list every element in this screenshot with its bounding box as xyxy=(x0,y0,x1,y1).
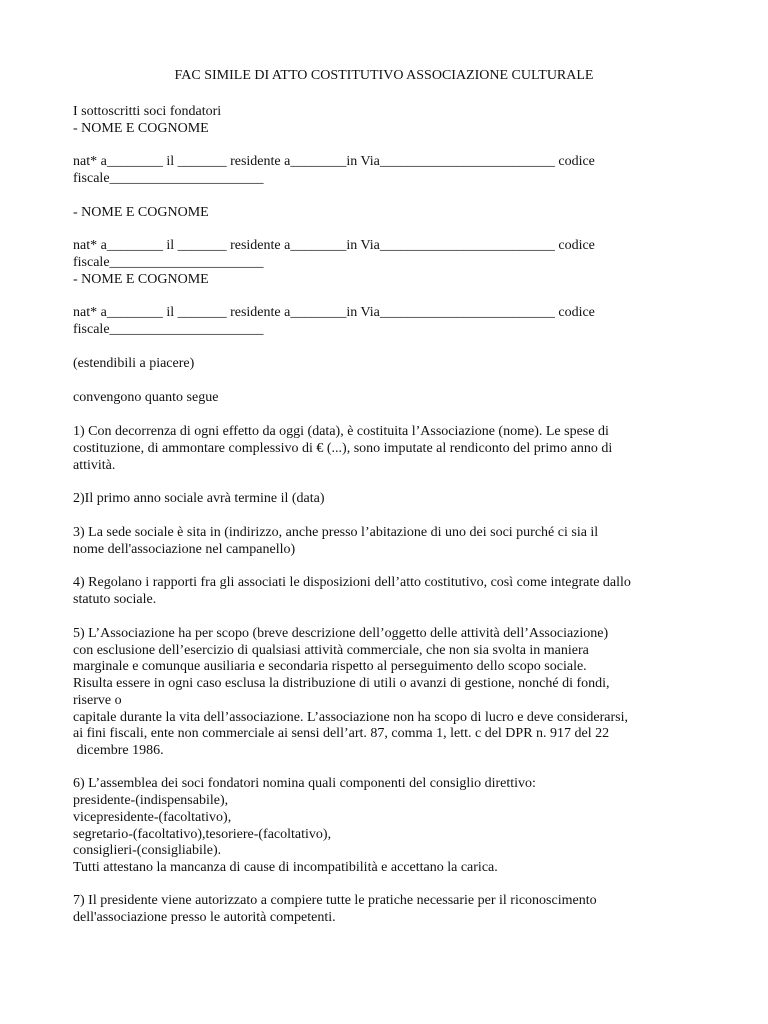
founder-3-line1: nat* a________ il _______ residente a________in Via_________________________ codice xyxy=(73,305,595,320)
article-7-line: 7) Il presidente viene autorizzato a compiere tutte le pratiche necessarie per il riconoscimento xyxy=(73,893,597,908)
founder-2-name: - NOME E COGNOME xyxy=(73,205,209,220)
article-4-line: statuto sociale. xyxy=(73,592,157,607)
agree-line: convengono quanto segue xyxy=(73,390,219,405)
article-5-line: Risulta essere in ogni caso esclusa la distribuzione di utili o avanzi di gestione, nonché di fondi, xyxy=(73,676,610,691)
document-title: FAC SIMILE DI ATTO COSTITUTIVO ASSOCIAZIONE CULTURALE xyxy=(174,68,594,83)
article-6-line: 6) L’assemblea dei soci fondatori nomina quali componenti del consiglio direttivo: xyxy=(73,776,536,791)
article-5-line: marginale e comunque ausiliaria e secondaria rispetto al perseguimento dello scopo sociale. xyxy=(73,659,587,674)
founder-1-line2: fiscale______________________ xyxy=(73,171,264,186)
founder-2-line1: nat* a________ il _______ residente a________in Via_________________________ codice xyxy=(73,238,595,253)
article-5-line: dicembre 1986. xyxy=(73,743,164,758)
founder-3-line2: fiscale______________________ xyxy=(73,322,264,337)
article-5-line: 5) L’Associazione ha per scopo (breve descrizione dell’oggetto delle attività dell’Associazione) xyxy=(73,626,609,641)
article-3-line: nome dell'associazione nel campanello) xyxy=(73,542,296,557)
article-1-line: costituzione, di ammontare complessivo di € (...), sono imputate al rendiconto del primo anno di xyxy=(73,441,613,456)
founder-2-line2: fiscale______________________ xyxy=(73,255,264,270)
founder-3-name: - NOME E COGNOME xyxy=(73,272,209,287)
article-2-line: 2)Il primo anno sociale avrà termine il (data) xyxy=(73,491,325,506)
article-5-line: ai fini fiscali, ente non commerciale ai sensi dell’art. 87, comma 1, lett. c del DPR n. 917 del 22 xyxy=(73,726,610,741)
article-3-line: 3) La sede sociale è sita in (indirizzo, anche presso l’abitazione di uno dei soci purché ci sia il xyxy=(73,525,599,540)
founder-1-line1: nat* a________ il _______ residente a________in Via_________________________ codice xyxy=(73,154,595,169)
article-4-line: 4) Regolano i rapporti fra gli associati le disposizioni dell’atto costitutivo, così come integrate dallo xyxy=(73,575,631,590)
article-5-line: capitale durante la vita dell’associazione. L’associazione non ha scopo di lucro e deve considerarsi, xyxy=(73,710,628,725)
extendable-note: (estendibili a piacere) xyxy=(73,356,195,371)
article-5-line: con esclusione dell’esercizio di qualsiasi attività commerciale, che non sia svolta in maniera xyxy=(73,643,589,658)
founder-1-name: - NOME E COGNOME xyxy=(73,121,209,136)
intro-line: I sottoscritti soci fondatori xyxy=(73,104,222,119)
article-6-line: presidente-(indispensabile), xyxy=(73,793,229,808)
article-6-line: segretario-(facoltativo),tesoriere-(facoltativo), xyxy=(73,827,332,842)
article-1-line: 1) Con decorrenza di ogni effetto da oggi (data), è costituita l’Associazione (nome). Le spese di xyxy=(73,424,609,439)
article-1-line: attività. xyxy=(73,458,116,473)
article-7-line: dell'associazione presso le autorità competenti. xyxy=(73,910,336,925)
article-6-line: consiglieri-(consigliabile). xyxy=(73,843,222,858)
article-6-line: vicepresidente-(facoltativo), xyxy=(73,810,232,825)
article-6-line: Tutti attestano la mancanza di cause di incompatibilità e accettano la carica. xyxy=(73,860,498,875)
article-5-line: riserve o xyxy=(73,693,122,708)
